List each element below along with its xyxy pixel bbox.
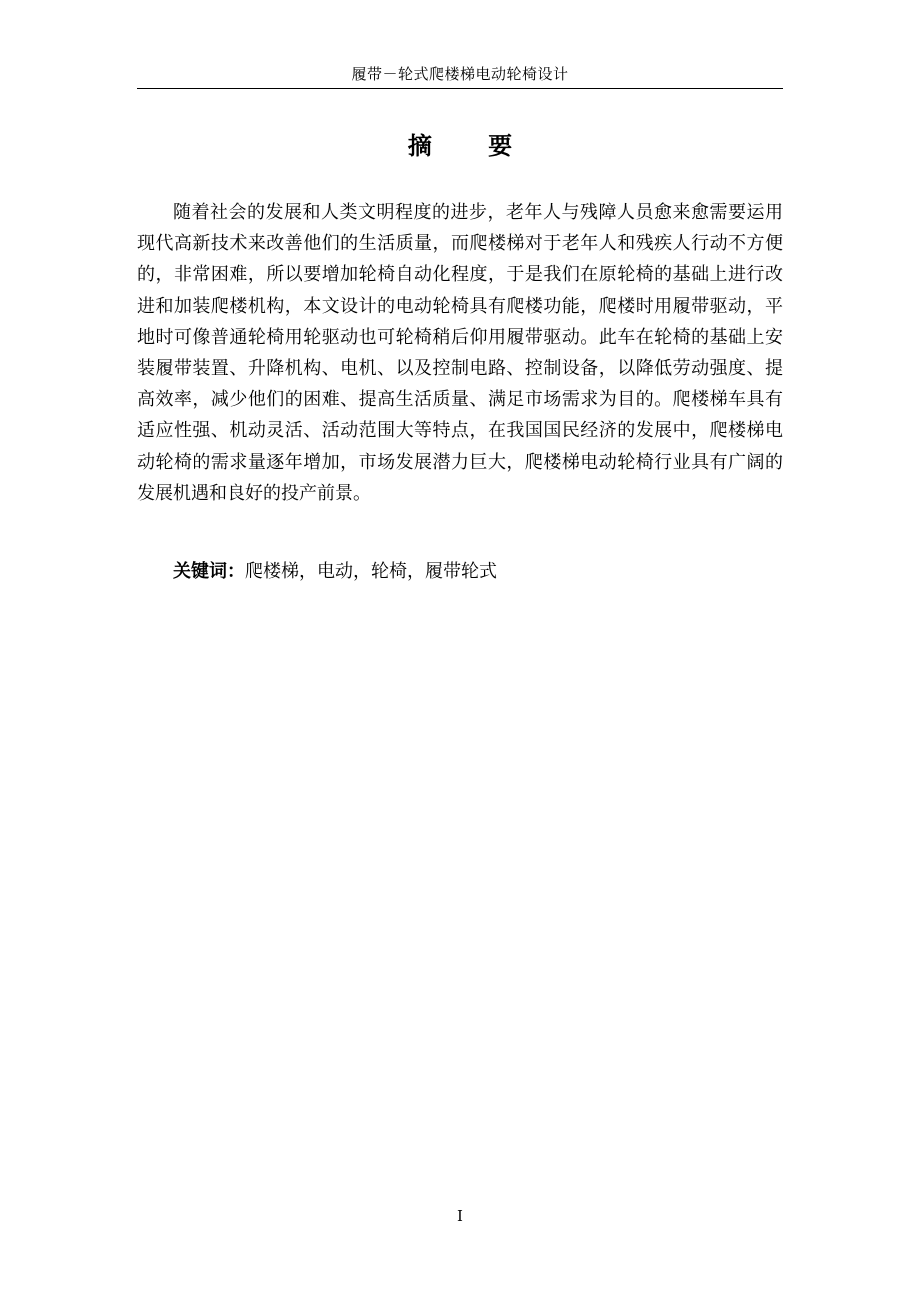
- abstract-body: 随着社会的发展和人类文明程度的进步，老年人与残障人员愈来愈需要运用现代高新技术来改善他们的生活质量，而爬楼梯对于老年人和残疾人行动不方便的，非常困难，所以要增加轮椅自动化程度，于是我们在原轮椅的基础上进行改进和加装爬楼机构，本文设计的电动轮椅具有爬楼功能，爬楼时用履带驱动，平地时可像普通轮椅用轮驱动也可轮椅稍后仰用履带驱动。此车在轮椅的基础上安装履带装置、升降机构、电机、以及控制电路、控制设备，以降低劳动强度、提高效率，减少他们的困难、提高生活质量、满足市场需求为目的。爬楼梯车具有适应性强、机动灵活、活动范围大等特点，在我国国民经济的发展中，爬楼梯电动轮椅的需求量逐年增加，市场发展潜力巨大，爬楼梯电动轮椅行业具有广阔的发展机遇和良好的投产前景。: [137, 202, 783, 504]
- header-rule: [137, 88, 783, 89]
- abstract-title: 摘 要: [407, 132, 513, 160]
- page-number: I: [457, 1207, 463, 1225]
- keywords-label: 关键词：: [173, 561, 245, 582]
- keywords-line: [173, 557, 783, 587]
- running-header: 履带－轮式爬楼梯电动轮椅设计: [351, 65, 569, 83]
- keywords-value: 爬楼梯，电动，轮椅，履带轮式: [245, 561, 497, 582]
